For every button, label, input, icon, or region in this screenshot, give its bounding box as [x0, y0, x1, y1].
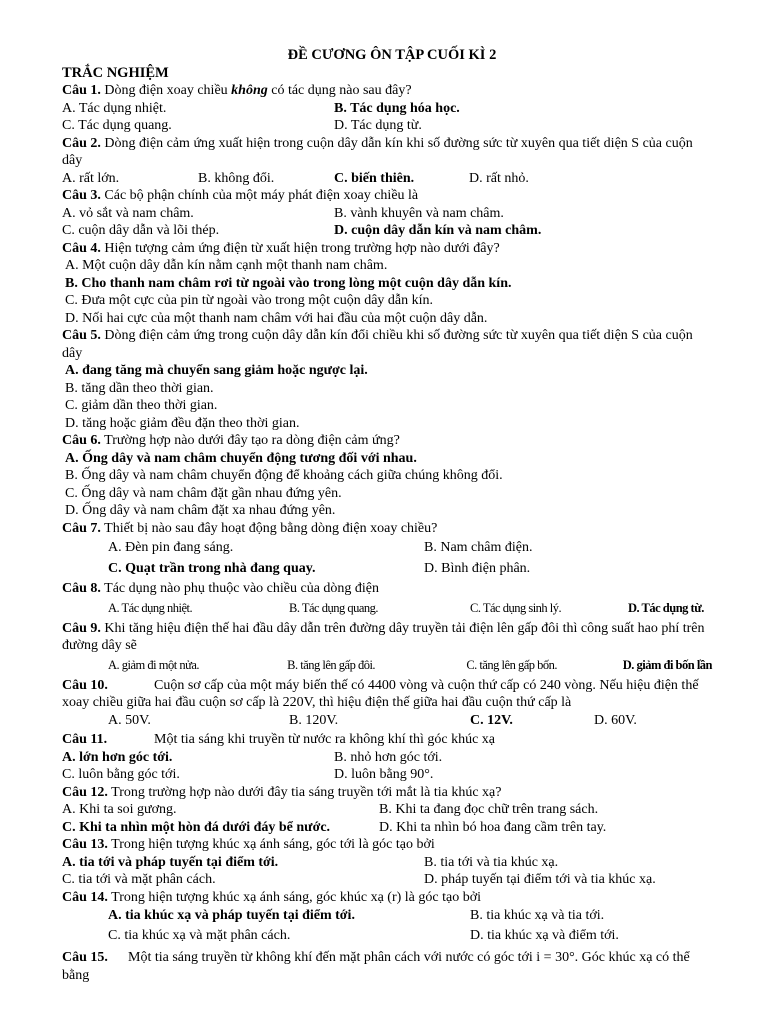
- question-13: [62, 836, 712, 854]
- option-c: C. Ống dây và nam châm đặt gần nhau đứng yên.: [65, 485, 342, 501]
- answer-row: [62, 222, 712, 240]
- question-number: Câu 5.: [62, 328, 101, 343]
- answer-row: [62, 801, 712, 819]
- option-a: A. Một cuộn dây dẫn kín nằm cạnh một thanh nam châm.: [65, 258, 388, 273]
- answer-row: [62, 117, 712, 135]
- option-b: B. không đổi.: [198, 170, 275, 186]
- question-text: Trong hiện tượng khúc xạ ánh sáng, góc tới là góc tạo bởi: [107, 837, 435, 852]
- question-10: [62, 677, 712, 712]
- question-number: Câu 3.: [62, 188, 101, 203]
- question-text: Trường hợp nào dưới đây tạo ra dòng điện cảm ứng?: [100, 433, 400, 448]
- question-number: Câu 13.: [62, 837, 108, 852]
- question-7: [62, 520, 712, 538]
- question-12: [62, 784, 712, 802]
- option-c: C. tia khúc xạ và mặt phân cách.: [108, 928, 291, 943]
- option-a: A. vỏ sắt và nam châm.: [62, 205, 194, 221]
- question-number: Câu 12.: [62, 784, 108, 800]
- option-a: A. tia khúc xạ và pháp tuyến tại điểm tới.: [108, 908, 355, 923]
- answer-row: [62, 537, 712, 558]
- option-c: C. Tác dụng quang.: [62, 118, 172, 133]
- question-3: [62, 187, 712, 205]
- option-d: D. tăng hoặc giảm đều đặn theo thời gian.: [65, 415, 300, 431]
- question-5: [62, 327, 712, 362]
- option-c: C. biến thiên.: [334, 170, 415, 186]
- answer-row: [62, 854, 712, 872]
- option-d: D. Ống dây và nam châm đặt xa nhau đứng yên.: [65, 503, 336, 518]
- option-c: C. Đưa một cực của pin từ ngoài vào trong một cuộn dây dẫn kín.: [65, 293, 434, 308]
- question-number: Câu 6.: [62, 433, 101, 448]
- option-d: D. giảm đi bốn lần: [622, 657, 712, 672]
- question-9: [62, 620, 712, 655]
- option-a: A. đang tăng mà chuyển sang giảm hoặc ngược lại.: [65, 363, 368, 378]
- answer-row: [62, 100, 712, 118]
- option-c: C. tăng lên gấp bốn.: [466, 657, 557, 672]
- question-text: Dòng điện cảm ứng xuất hiện trong cuộn dây dẫn kín khi số đường sức từ xuyên qua tiết diện S của cuộn dây: [62, 135, 693, 168]
- question-text: Hiện tượng cảm ứng điện từ xuất hiện trong trường hợp nào dưới đây?: [100, 240, 500, 256]
- question-text: Cuộn sơ cấp của một máy biến thế có 4400 vòng và cuộn thứ cấp có 240 vòng. Nếu hiệu điện thế xoay chiều giữa hai đầu cuộn sơ cấp là 220V, thì hiệu điện thế giữa hai đầu cuộn thứ cấp là: [62, 677, 699, 710]
- option-b: B. tia tới và tia khúc xạ.: [424, 854, 559, 870]
- option-a: A. 50V.: [108, 712, 151, 728]
- answer-row: [62, 766, 712, 784]
- answer-row: [62, 598, 712, 618]
- option-b: B. vành khuyên và nam châm.: [334, 205, 504, 221]
- question-number: Câu 14.: [62, 889, 108, 905]
- option-b: B. Tác dụng quang.: [289, 600, 379, 615]
- option-c: C. luôn bằng góc tới.: [62, 767, 180, 782]
- option-c: C. Khi ta nhìn một hòn đá dưới đáy bể nước.: [62, 819, 331, 835]
- option-b: B. Ống dây và nam châm chuyển động để khoảng cách giữa chúng không đổi.: [65, 468, 503, 483]
- option-d: D. tia khúc xạ và điểm tới.: [470, 928, 619, 943]
- option-b: B. Nam châm điện.: [424, 540, 533, 555]
- question-15: [62, 949, 712, 984]
- option-c: C. giảm dần theo thời gian.: [65, 398, 218, 413]
- question-number: Câu 8.: [62, 581, 101, 596]
- question-6: [62, 432, 712, 450]
- question-emphasis: không: [231, 83, 268, 98]
- option-c: C. tia tới và mặt phân cách.: [62, 872, 216, 887]
- answer-row: [62, 749, 712, 767]
- option-a: A. tia tới và pháp tuyến tại điểm tới.: [62, 854, 279, 870]
- question-number: Câu 10.: [62, 677, 108, 693]
- question-text: Thiết bị nào sau đây hoạt động bằng dòng điện xoay chiều?: [100, 520, 438, 536]
- option-c: C. Quạt trần trong nhà đang quay.: [108, 561, 316, 576]
- section-heading: TRẮC NGHIỆM: [62, 65, 169, 81]
- exam-page: [62, 46, 712, 984]
- question-14: [62, 889, 712, 907]
- question-number: Câu 7.: [62, 520, 101, 536]
- option-d: D. pháp tuyến tại điểm tới và tia khúc xạ.: [424, 872, 656, 887]
- option-c: C. 12V.: [470, 712, 513, 728]
- option-b: B. tia khúc xạ và tia tới.: [470, 908, 605, 923]
- option-a: A. Khi ta soi gương.: [62, 802, 177, 817]
- option-d: D. luôn bằng 90°.: [334, 767, 434, 782]
- option-a: A. Ống dây và nam châm chuyển động tương đối với nhau.: [65, 450, 417, 466]
- option-a: A. Đèn pin đang sáng.: [108, 540, 234, 555]
- answer-row: [62, 205, 712, 223]
- question-text: Các bộ phận chính của một máy phát điện xoay chiều là: [100, 188, 419, 203]
- question-number: Câu 15.: [62, 950, 108, 965]
- question-1: [62, 82, 712, 100]
- question-4: [62, 240, 712, 258]
- question-number: Câu 1.: [62, 83, 101, 98]
- option-d: D. rất nhỏ.: [469, 170, 529, 186]
- option-a: A. Tác dụng nhiệt.: [108, 600, 193, 615]
- question-11: [62, 731, 712, 749]
- option-b: B. 120V.: [289, 712, 339, 728]
- option-a: A. Tác dụng nhiệt.: [62, 100, 167, 116]
- option-b: B. tăng lên gấp đôi.: [287, 657, 376, 672]
- page-title: ĐỀ CƯƠNG ÔN TẬP CUỐI KÌ 2: [287, 47, 497, 63]
- option-a: A. rất lớn.: [62, 170, 120, 186]
- option-c: C. cuộn dây dẫn và lõi thép.: [62, 223, 220, 238]
- option-d: D. Tác dụng từ.: [334, 118, 422, 133]
- answer-row: [62, 819, 712, 837]
- question-2: [62, 135, 712, 170]
- answer-row: [62, 871, 712, 889]
- question-number: Câu 11.: [62, 732, 108, 747]
- option-b: B. Tác dụng hóa học.: [334, 100, 460, 116]
- option-b: B. tăng dần theo thời gian.: [65, 380, 214, 396]
- question-text: Trong trường hợp nào dưới đây tia sáng truyền tới mắt là tia khúc xạ?: [107, 784, 502, 800]
- answer-row: [62, 655, 712, 675]
- question-text: Một tia sáng truyền từ không khí đến mặt phân cách với nước có góc tới i = 30°. Góc khúc xạ có thể bằng: [62, 950, 690, 983]
- question-8: [62, 580, 712, 598]
- question-text: Tác dụng nào phụ thuộc vào chiều của dòng điện: [100, 581, 380, 596]
- option-a: A. giảm đi một nửa.: [108, 657, 200, 672]
- question-text: Khi tăng hiệu điện thế hai đầu dây dẫn trên đường dây truyền tải điện lên gấp đôi thì công suất hao phí trên đường dây sẽ: [62, 620, 705, 653]
- answer-row: [62, 906, 712, 926]
- option-a: A. lớn hơn góc tới.: [62, 749, 173, 765]
- option-d: D. Bình điện phân.: [424, 561, 531, 576]
- option-b: B. Khi ta đang đọc chữ trên trang sách.: [379, 802, 599, 817]
- answer-row: [62, 558, 712, 579]
- option-b: B. Cho thanh nam châm rơi từ ngoài vào trong lòng một cuộn dây dẫn kín.: [65, 275, 512, 291]
- answer-row: [62, 712, 712, 730]
- option-d: D. cuộn dây dẫn kín và nam châm.: [334, 223, 542, 238]
- option-d: D. Khi ta nhìn bó hoa đang cầm trên tay.: [379, 819, 607, 835]
- question-number: Câu 4.: [62, 240, 101, 256]
- question-number: Câu 2.: [62, 135, 101, 151]
- question-text: Dòng điện cảm ứng trong cuộn dây dẫn kín đổi chiều khi số đường sức từ xuyên qua tiết diện S của cuộn dây: [62, 328, 693, 361]
- answer-row: [62, 926, 712, 946]
- question-text: Trong hiện tượng khúc xạ ánh sáng, góc khúc xạ (r) là góc tạo bởi: [107, 889, 482, 905]
- option-d: D. Tác dụng từ.: [628, 600, 704, 615]
- question-text: Dòng điện xoay chiều: [100, 83, 232, 98]
- question-text: Một tia sáng khi truyền từ nước ra không khí thì góc khúc xạ: [154, 732, 496, 747]
- option-d: D. 60V.: [594, 712, 637, 728]
- option-d: D. Nối hai cực của một thanh nam châm với hai đầu của một cuộn dây dẫn.: [65, 310, 488, 326]
- question-text: có tác dụng nào sau đây?: [267, 83, 412, 98]
- question-number: Câu 9.: [62, 620, 101, 636]
- option-c: C. Tác dụng sinh lý.: [470, 600, 562, 615]
- option-b: B. nhỏ hơn góc tới.: [334, 749, 443, 765]
- answer-row: [62, 170, 712, 188]
